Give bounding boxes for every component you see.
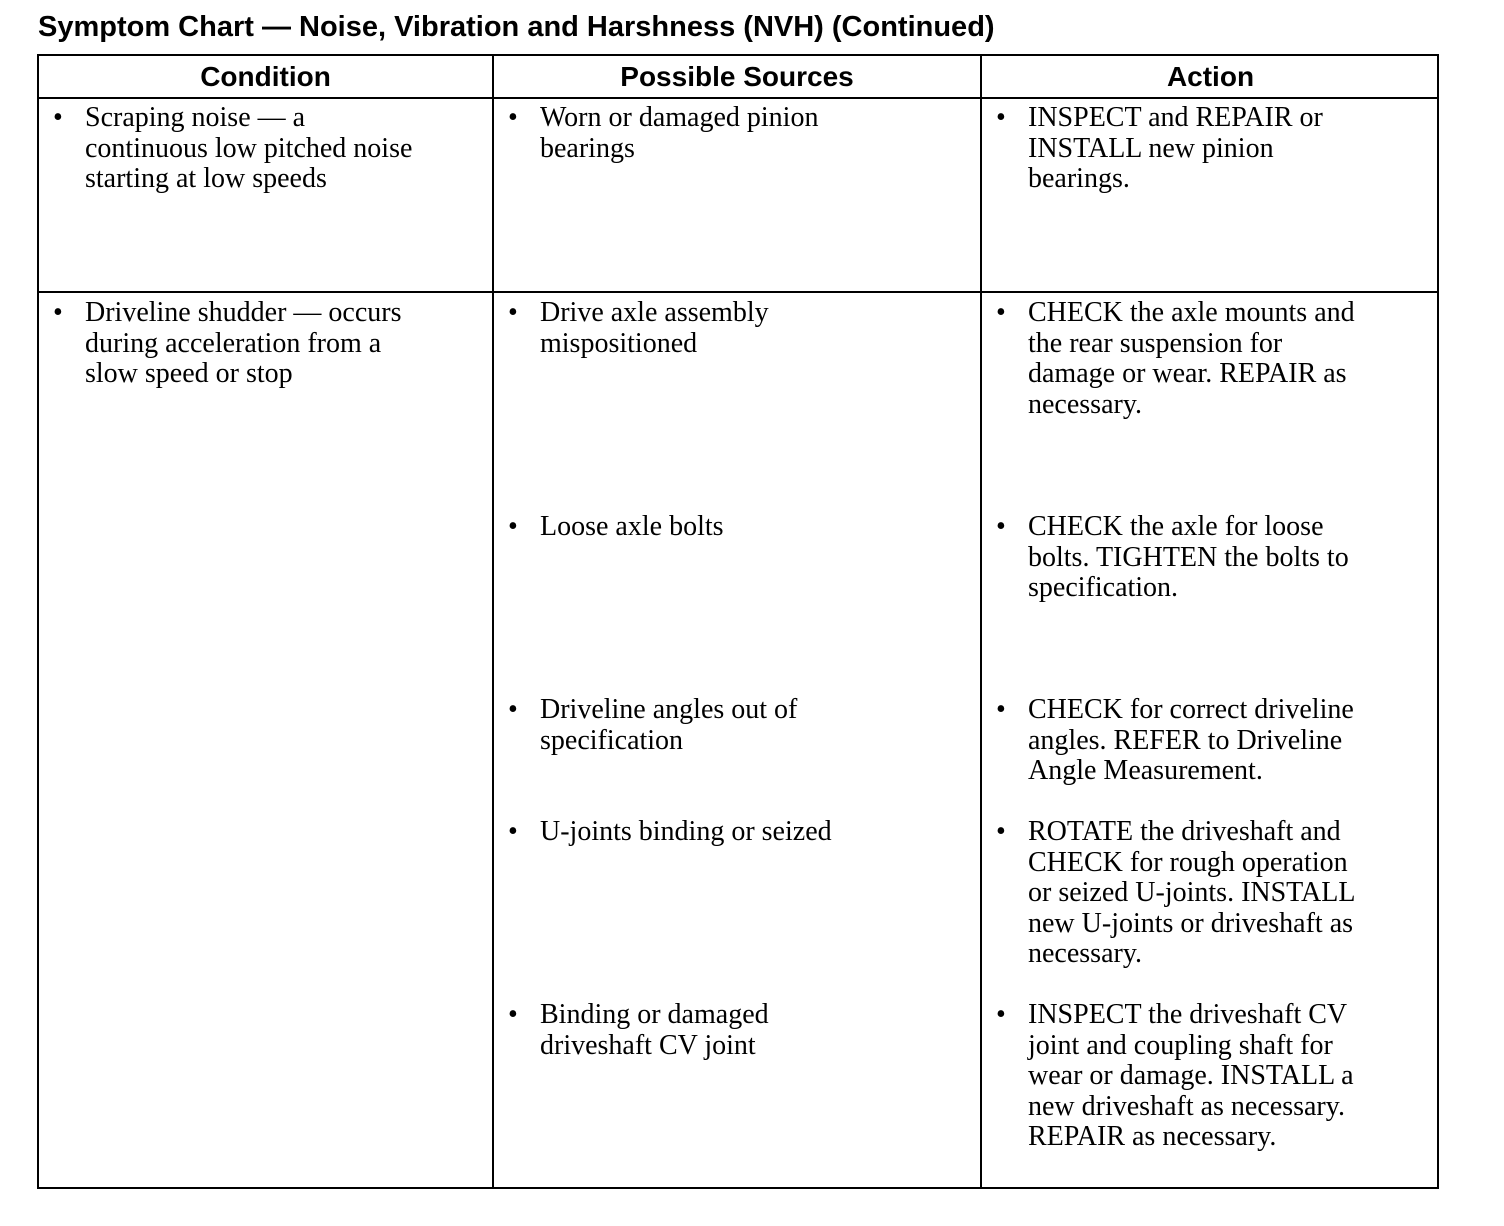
condition-text: Scraping noise — a continuous low pitched noise starting at low speeds bbox=[85, 102, 413, 195]
bullet-icon: • bbox=[508, 102, 518, 133]
row-divider bbox=[39, 291, 1437, 293]
bullet-icon: • bbox=[508, 297, 518, 328]
source-cell bbox=[494, 1000, 769, 1061]
source-text: Drive axle assembly mispositioned bbox=[540, 297, 769, 359]
source-cell bbox=[494, 512, 724, 543]
symptom-chart-table bbox=[37, 54, 1439, 1189]
action-text: CHECK the axle for loose bolts. TIGHTEN the bolts to specification. bbox=[1028, 511, 1349, 604]
condition-text: Driveline shudder — occurs during acceleration from a slow speed or stop bbox=[85, 297, 402, 390]
bullet-icon: • bbox=[996, 102, 1006, 133]
bullet-icon: • bbox=[53, 297, 63, 328]
action-text: INSPECT the driveshaft CV joint and coupling shaft for wear or damage. INSTALL a new driveshaft as necessary. REPAIR as necessary. bbox=[1028, 999, 1354, 1153]
source-text: Driveline angles out of specification bbox=[540, 694, 798, 756]
action-cell bbox=[982, 817, 1355, 970]
action-text: CHECK for correct driveline angles. REFER to Driveline Angle Measurement. bbox=[1028, 694, 1354, 787]
source-text: Loose axle bolts bbox=[540, 511, 724, 542]
bullet-icon: • bbox=[996, 511, 1006, 542]
action-cell bbox=[982, 103, 1323, 195]
action-cell bbox=[982, 512, 1349, 604]
action-cell bbox=[982, 1000, 1354, 1153]
bullet-icon: • bbox=[508, 511, 518, 542]
bullet-icon: • bbox=[996, 816, 1006, 847]
action-text: INSPECT and REPAIR or INSTALL new pinion bearings. bbox=[1028, 102, 1323, 195]
source-cell bbox=[494, 817, 832, 848]
source-text: Binding or damaged driveshaft CV joint bbox=[540, 999, 769, 1061]
bullet-icon: • bbox=[508, 999, 518, 1030]
bullet-icon: • bbox=[508, 694, 518, 725]
bullet-icon: • bbox=[53, 102, 63, 133]
page-title: Symptom Chart — Noise, Vibration and Harshness (NVH) (Continued) bbox=[38, 11, 995, 43]
condition-cell bbox=[39, 103, 412, 195]
source-text: Worn or damaged pinion bearings bbox=[540, 102, 819, 164]
bullet-icon: • bbox=[996, 999, 1006, 1030]
bullet-icon: • bbox=[996, 694, 1006, 725]
action-text: ROTATE the driveshaft and CHECK for rough operation or seized U-joints. INSTALL new U-joints or driveshaft as necessary. bbox=[1028, 816, 1356, 970]
source-cell bbox=[494, 298, 769, 359]
source-cell bbox=[494, 103, 818, 164]
action-text: CHECK the axle mounts and the rear suspension for damage or wear. REPAIR as necessary. bbox=[1028, 297, 1355, 420]
column-header-condition: Condition bbox=[200, 61, 331, 92]
action-cell bbox=[982, 298, 1355, 420]
source-text: U-joints binding or seized bbox=[540, 816, 832, 847]
condition-cell bbox=[39, 298, 401, 390]
source-cell bbox=[494, 695, 797, 756]
bullet-icon: • bbox=[508, 816, 518, 847]
column-header-possible-sources: Possible Sources bbox=[620, 61, 854, 92]
column-header-action: Action bbox=[1166, 61, 1255, 92]
action-cell bbox=[982, 695, 1354, 787]
bullet-icon: • bbox=[996, 297, 1006, 328]
